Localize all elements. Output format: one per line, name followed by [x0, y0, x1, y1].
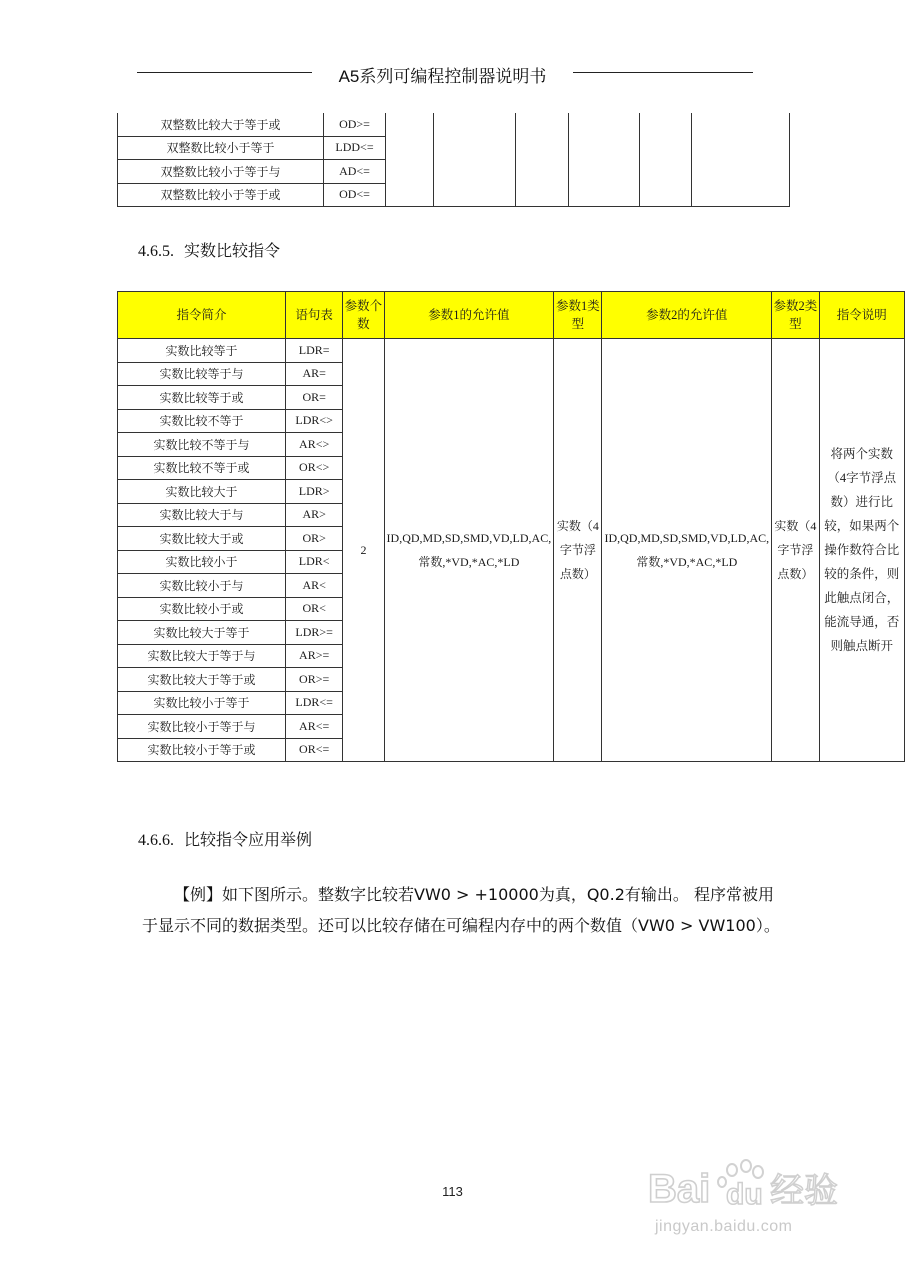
row-mnemonic-cell: OR>= — [285, 668, 342, 692]
row-name-cell: 双整数比较小于等于与 — [118, 160, 324, 184]
section-number: 4.6.6. — [138, 832, 174, 849]
row-name-cell: 实数比较小于或 — [118, 597, 286, 621]
table-header-row — [118, 292, 905, 339]
row-name-cell: 实数比较不等于 — [118, 409, 286, 433]
row-name-cell: 实数比较小于等于与 — [118, 715, 286, 739]
row-name-cell: 实数比较小于 — [118, 550, 286, 574]
empty-merged-cell — [692, 113, 790, 207]
row-name-cell: 实数比较大于等于 — [118, 621, 286, 645]
row-mnemonic-cell: LDR< — [285, 550, 342, 574]
row-mnemonic-cell: OD<= — [324, 183, 386, 207]
row-mnemonic-cell: AR= — [285, 362, 342, 386]
row-name-cell: 实数比较大于或 — [118, 527, 286, 551]
row-name-cell: 实数比较大于等于与 — [118, 644, 286, 668]
row-mnemonic-cell: LDR<> — [285, 409, 342, 433]
empty-merged-cell — [434, 113, 516, 207]
header-cell-param-count: 参数个数 — [343, 292, 384, 339]
watermark-url: jingyan.baidu.com — [655, 1218, 793, 1235]
header-cell-name: 指令简介 — [118, 292, 286, 339]
real-compare-table — [117, 291, 905, 762]
row-name-cell: 实数比较小于等于 — [118, 691, 286, 715]
param2-type-cell: 实数（4字节浮点数） — [772, 339, 819, 762]
header-cell-param1-type: 参数1类型 — [554, 292, 602, 339]
row-mnemonic-cell: AR<> — [285, 433, 342, 457]
header-cell-param1-allowed: 参数1的允许值 — [384, 292, 554, 339]
section-heading-4-6-6 — [138, 827, 312, 850]
row-mnemonic-cell: OR> — [285, 527, 342, 551]
section-number: 4.6.5. — [138, 243, 174, 260]
real-compare-table-body — [118, 339, 905, 762]
header-rule-right — [573, 72, 753, 73]
param-count-cell: 2 — [343, 339, 384, 762]
row-mnemonic-cell: OD>= — [324, 113, 386, 136]
row-mnemonic-cell: AR<= — [285, 715, 342, 739]
row-name-cell: 实数比较大于与 — [118, 503, 286, 527]
table-row — [118, 339, 905, 363]
header-cell-description: 指令说明 — [819, 292, 904, 339]
row-mnemonic-cell: LDR<= — [285, 691, 342, 715]
svg-text:Bai: Bai — [648, 1167, 711, 1211]
row-name-cell: 实数比较不等于或 — [118, 456, 286, 480]
example-paragraph: 【例】如下图所示。整数字比较若VW0 > +10000为真，Q0.2有输出。 程序常被用于显示不同的数据类型。还可以比较存储在可编程内存中的两个数值（VW0 > VW100）。 — [142, 885, 780, 935]
svg-text:经验: 经验 — [770, 1171, 838, 1211]
row-name-cell: 双整数比较小于等于 — [118, 136, 324, 160]
empty-merged-cell — [516, 113, 569, 207]
row-mnemonic-cell: OR<> — [285, 456, 342, 480]
row-name-cell: 双整数比较小于等于或 — [118, 183, 324, 207]
row-mnemonic-cell: OR= — [285, 386, 342, 410]
description-cell: 将两个实数（4字节浮点数）进行比较，如果两个操作数符合比较的条件，则此触点闭合，能流导通，否则触点断开 — [819, 339, 904, 762]
empty-merged-cell — [386, 113, 434, 207]
row-name-cell: 实数比较等于与 — [118, 362, 286, 386]
row-mnemonic-cell: AR>= — [285, 644, 342, 668]
empty-merged-cell — [569, 113, 640, 207]
row-mnemonic-cell: LDR>= — [285, 621, 342, 645]
svg-text:du: du — [726, 1178, 763, 1211]
baidu-paw-logo-icon — [646, 1156, 866, 1216]
param1-type-cell: 实数（4字节浮点数） — [554, 339, 602, 762]
row-name-cell: 实数比较小于等于或 — [118, 738, 286, 762]
row-mnemonic-cell: OR<= — [285, 738, 342, 762]
section-title: 实数比较指令 — [184, 243, 281, 260]
header-rule-left — [137, 72, 312, 73]
row-mnemonic-cell: AR> — [285, 503, 342, 527]
param2-allowed-cell: ID,QD,MD,SD,SMD,VD,LD,AC,常数,*VD,*AC,*LD — [602, 339, 772, 762]
row-name-cell: 实数比较大于 — [118, 480, 286, 504]
row-name-cell: 实数比较大于等于或 — [118, 668, 286, 692]
row-mnemonic-cell: LDD<= — [324, 136, 386, 160]
section-heading-4-6-5 — [138, 238, 280, 261]
header-cell-param2-type: 参数2类型 — [772, 292, 819, 339]
row-name-cell: 实数比较不等于与 — [118, 433, 286, 457]
page-header-title: A5系列可编程控制器说明书 — [338, 67, 547, 86]
row-mnemonic-cell: OR< — [285, 597, 342, 621]
row-mnemonic-cell: AR< — [285, 574, 342, 598]
row-mnemonic-cell: LDR> — [285, 480, 342, 504]
row-name-cell: 实数比较等于或 — [118, 386, 286, 410]
param1-allowed-cell: ID,QD,MD,SD,SMD,VD,LD,AC,常数,*VD,*AC,*LD — [384, 339, 554, 762]
page-number: 113 — [442, 1184, 463, 1199]
table-row — [118, 113, 790, 136]
baidu-jingyan-watermark — [640, 1150, 870, 1250]
row-mnemonic-cell: LDR= — [285, 339, 342, 363]
section-title: 比较指令应用举例 — [184, 832, 313, 849]
continued-table — [117, 113, 790, 207]
continued-table-body — [118, 113, 790, 207]
row-name-cell: 双整数比较大于等于或 — [118, 113, 324, 136]
row-name-cell: 实数比较小于与 — [118, 574, 286, 598]
header-cell-mnemonic: 语句表 — [285, 292, 342, 339]
empty-merged-cell — [640, 113, 692, 207]
header-cell-param2-allowed: 参数2的允许值 — [602, 292, 772, 339]
row-mnemonic-cell: AD<= — [324, 160, 386, 184]
row-name-cell: 实数比较等于 — [118, 339, 286, 363]
